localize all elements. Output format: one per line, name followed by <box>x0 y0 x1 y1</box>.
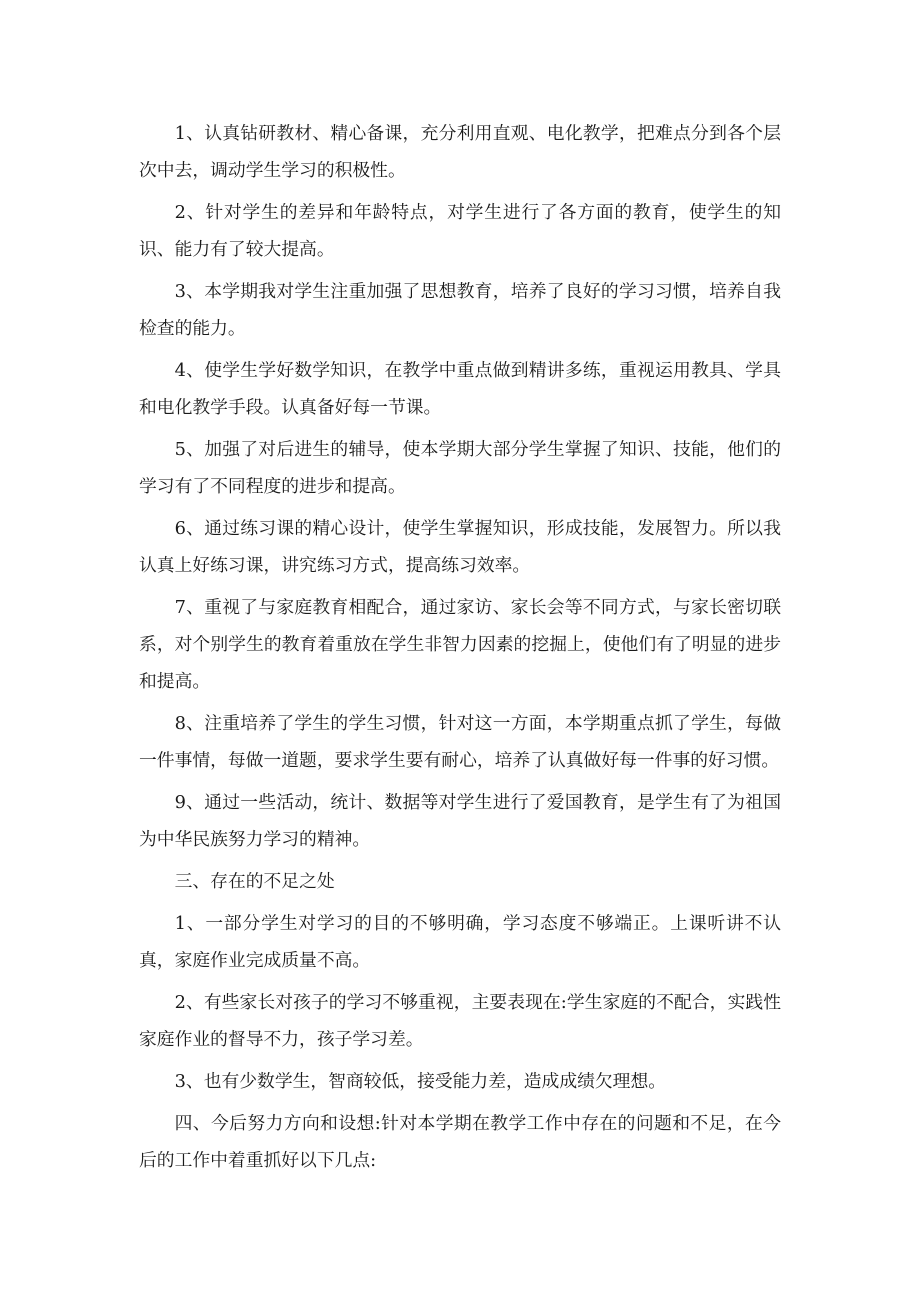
section-heading-shortcomings: 三、存在的不足之处 <box>174 871 335 892</box>
paragraph-shortcoming-1: 1、一部分学生对学习的目的不够明确，学习态度不够端正。上课听讲不认真，家庭作业完成质量不高。 <box>139 913 781 971</box>
paragraph-5: 5、加强了对后进生的辅导，使本学期大部分学生掌握了知识、技能，他们的学习有了不同程度的进步和提高。 <box>139 439 781 497</box>
section-future-plans: 四、今后努力方向和设想:针对本学期在教学工作中存在的问题和不足，在今后的工作中着重抓好以下几点: <box>139 1113 781 1171</box>
paragraph-3: 3、本学期我对学生注重加强了思想教育，培养了良好的学习习惯，培养自我检查的能力。 <box>139 281 781 339</box>
document-page <box>139 115 781 1184</box>
paragraph-4: 4、使学生学好数学知识，在教学中重点做到精讲多练，重视运用教具、学具和电化教学手段。认真备好每一节课。 <box>139 360 781 418</box>
paragraph-7: 7、重视了与家庭教育相配合，通过家访、家长会等不同方式，与家长密切联系，对个别学生的教育着重放在学生非智力因素的挖掘上，使他们有了明显的进步和提高。 <box>139 597 781 692</box>
paragraph-2: 2、针对学生的差异和年龄特点，对学生进行了各方面的教育，使学生的知识、能力有了较大提高。 <box>139 202 781 260</box>
paragraph-6: 6、通过练习课的精心设计，使学生掌握知识，形成技能，发展智力。所以我认真上好练习课，讲究练习方式，提高练习效率。 <box>139 518 781 576</box>
paragraph-shortcoming-2: 2、有些家长对孩子的学习不够重视，主要表现在:学生家庭的不配合，实践性家庭作业的督导不力，孩子学习差。 <box>139 992 781 1050</box>
paragraph-shortcoming-3: 3、也有少数学生，智商较低，接受能力差，造成成绩欠理想。 <box>174 1071 667 1092</box>
paragraph-9: 9、通过一些活动，统计、数据等对学生进行了爱国教育，是学生有了为祖国为中华民族努力学习的精神。 <box>139 792 781 850</box>
paragraph-1: 1、认真钻研教材、精心备课，充分利用直观、电化教学，把难点分到各个层次中去，调动学生学习的积极性。 <box>139 123 781 181</box>
paragraph-8: 8、注重培养了学生的学生习惯，针对这一方面，本学期重点抓了学生，每做一件事情，每做一道题，要求学生要有耐心，培养了认真做好每一件事的好习惯。 <box>139 713 781 771</box>
